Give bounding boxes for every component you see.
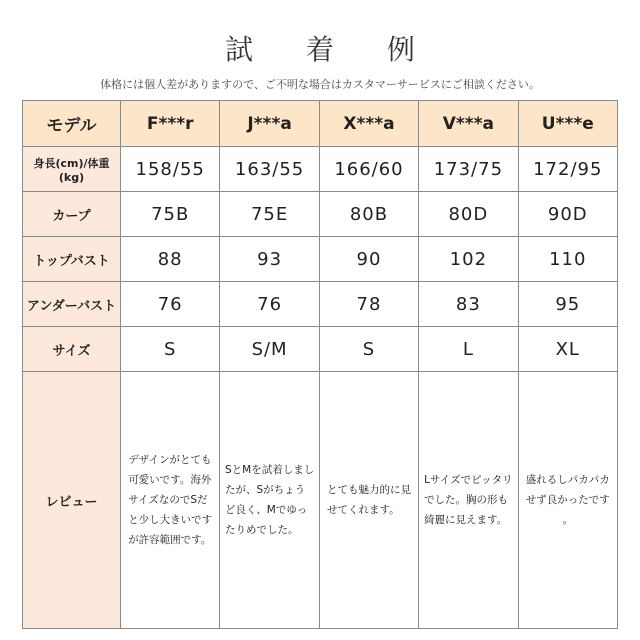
cell-value: 76: [220, 282, 319, 327]
review-line: SとMを試着しまし: [224, 464, 315, 476]
cell-value: 158/55: [121, 147, 220, 192]
cell-value: 76: [121, 282, 220, 327]
cell-value: 80B: [319, 192, 418, 237]
review-line: たが、Sがちょう: [224, 484, 306, 496]
review-cell: [518, 372, 617, 629]
cell-value: 166/60: [319, 147, 418, 192]
table-row: [23, 237, 618, 282]
cell-value: 90D: [518, 192, 617, 237]
cell-value: 93: [220, 237, 319, 282]
review-line: デザインがとても: [128, 454, 212, 466]
cell-value: 75E: [220, 192, 319, 237]
cell-value: 173/75: [419, 147, 518, 192]
review-cell: [319, 372, 418, 629]
cell-value: 102: [419, 237, 518, 282]
review-line: とても魅力的に見: [326, 484, 411, 496]
row-label: サイズ: [23, 327, 121, 372]
row-label: トップバスト: [23, 237, 121, 282]
cell-value: 163/55: [220, 147, 319, 192]
review-row: [23, 372, 618, 629]
cell-value: 75B: [121, 192, 220, 237]
cell-value: 90: [319, 237, 418, 282]
review-line: サイズなのでSだ: [128, 494, 208, 506]
fitting-table: [22, 100, 618, 629]
model-name: X***a: [319, 101, 418, 147]
review-line: と少し大きいです: [128, 514, 213, 526]
page-subtitle: 体格には個人差がありますので、ご不明な場合はカスタマーサービスにご相談ください。: [100, 78, 540, 91]
header-label: モデル: [23, 101, 121, 147]
cell-value: 80D: [419, 192, 518, 237]
review-line: が許容範囲です。: [128, 534, 212, 546]
table-row: [23, 282, 618, 327]
table-header-row: [23, 101, 618, 147]
cell-value: 78: [319, 282, 418, 327]
cell-value: XL: [518, 327, 617, 372]
review-cell: [419, 372, 518, 629]
cell-value: L: [419, 327, 518, 372]
review-cell: [121, 372, 220, 629]
model-name: V***a: [419, 101, 518, 147]
model-name: F***r: [121, 101, 220, 147]
row-label: アンダーバスト: [23, 282, 121, 327]
review-line: Lサイズでピッタリ: [424, 474, 513, 486]
cell-value: S: [121, 327, 220, 372]
review-line: せず良かったです: [525, 494, 610, 506]
table-row: [23, 327, 618, 372]
table-row: [23, 147, 618, 192]
cell-value: 88: [121, 237, 220, 282]
cell-value: S: [319, 327, 418, 372]
row-label: カープ: [23, 192, 121, 237]
cell-value: 83: [419, 282, 518, 327]
table-row: [23, 192, 618, 237]
page-title: 試 着 例: [225, 33, 437, 66]
review-line: ど良く、Mでゆっ: [224, 504, 308, 516]
cell-value: 95: [518, 282, 617, 327]
cell-value: 172/95: [518, 147, 617, 192]
review-line: 。: [562, 514, 574, 526]
review-line: 可愛いです。海外: [128, 474, 212, 486]
cell-value: 110: [518, 237, 617, 282]
model-name: J***a: [220, 101, 319, 147]
review-label: レビュー: [23, 372, 121, 629]
cell-value: S/M: [220, 327, 319, 372]
review-line: でした。胸の形も: [424, 494, 509, 506]
review-line: 綺麗に見えます。: [424, 514, 508, 526]
row-label: 身長(cm)/体重(kg): [23, 147, 121, 192]
review-line: 盛れるしパカパカ: [525, 474, 610, 486]
review-cell: [220, 372, 319, 629]
review-line: せてくれます。: [326, 504, 400, 516]
review-line: たりめでした。: [224, 524, 299, 536]
model-name: U***e: [518, 101, 617, 147]
